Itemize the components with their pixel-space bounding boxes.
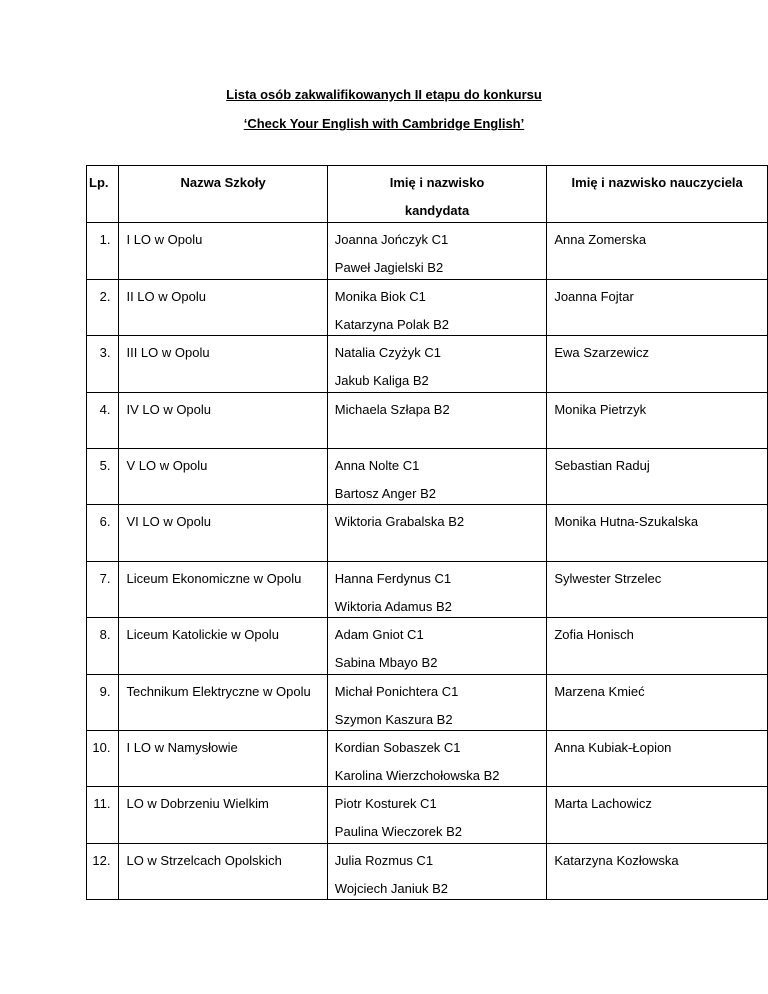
row-candidates bbox=[327, 731, 547, 787]
row-lp: 2. bbox=[87, 280, 119, 336]
candidate-name: Adam Gniot C1 bbox=[334, 627, 424, 642]
header-teacher: Imię i nazwisko nauczyciela bbox=[547, 166, 768, 223]
candidate-name: Michał Ponichtera C1 bbox=[334, 684, 459, 699]
table-row bbox=[87, 562, 768, 618]
table-row bbox=[87, 618, 768, 675]
candidate-name: Michaela Szłapa B2 bbox=[334, 402, 450, 417]
row-school: V LO w Opolu bbox=[119, 449, 327, 505]
row-teacher: Joanna Fojtar bbox=[547, 280, 768, 336]
row-lp: 6. bbox=[87, 505, 119, 562]
row-candidates bbox=[327, 336, 547, 393]
row-school: Liceum Katolickie w Opolu bbox=[119, 618, 327, 675]
candidate-name: Wiktoria Grabalska B2 bbox=[334, 514, 465, 529]
row-school: III LO w Opolu bbox=[119, 336, 327, 393]
document-title: Lista osób zakwalifikowanych II etapu do konkursu bbox=[226, 87, 542, 102]
candidate-name: Jakub Kaliga B2 bbox=[334, 373, 429, 388]
row-lp: 9. bbox=[87, 675, 119, 731]
header-lp: Lp. bbox=[87, 166, 119, 223]
row-school: Liceum Ekonomiczne w Opolu bbox=[119, 562, 327, 618]
candidate-name: Piotr Kosturek C1 bbox=[334, 796, 437, 811]
candidate-name: Sabina Mbayo B2 bbox=[334, 655, 438, 670]
table-row bbox=[87, 675, 768, 731]
row-teacher: Sebastian Raduj bbox=[547, 449, 768, 505]
row-teacher: Monika Hutna-Szukalska bbox=[547, 505, 768, 562]
table-row bbox=[87, 223, 768, 280]
row-candidates bbox=[327, 618, 547, 675]
candidate-name: Julia Rozmus C1 bbox=[334, 853, 434, 868]
table-row bbox=[87, 787, 768, 844]
table-row bbox=[87, 505, 768, 562]
candidate-name: Anna Nolte C1 bbox=[334, 458, 420, 473]
row-lp: 5. bbox=[87, 449, 119, 505]
row-teacher: Monika Pietrzyk bbox=[547, 393, 768, 449]
row-candidates bbox=[327, 844, 547, 900]
row-candidates bbox=[327, 449, 547, 505]
table-row bbox=[87, 449, 768, 505]
candidate-name: Joanna Jończyk C1 bbox=[334, 232, 449, 247]
candidate-name: Hanna Ferdynus C1 bbox=[334, 571, 452, 586]
row-candidates bbox=[327, 675, 547, 731]
candidate-name: Karolina Wierzchołowska B2 bbox=[334, 768, 500, 783]
qualified-table bbox=[86, 165, 768, 900]
table-body bbox=[87, 223, 768, 900]
row-lp: 4. bbox=[87, 393, 119, 449]
row-school: I LO w Namysłowie bbox=[119, 731, 327, 787]
row-teacher: Zofia Honisch bbox=[547, 618, 768, 675]
row-candidates bbox=[327, 505, 547, 562]
row-lp: 3. bbox=[87, 336, 119, 393]
row-school: LO w Strzelcach Opolskich bbox=[119, 844, 327, 900]
candidate-name: Paweł Jagielski B2 bbox=[334, 260, 444, 275]
table-row bbox=[87, 393, 768, 449]
row-teacher: Ewa Szarzewicz bbox=[547, 336, 768, 393]
table-row bbox=[87, 844, 768, 900]
row-candidates bbox=[327, 787, 547, 844]
row-lp: 12. bbox=[87, 844, 119, 900]
candidate-name: Wiktoria Adamus B2 bbox=[334, 599, 452, 614]
row-school: LO w Dobrzeniu Wielkim bbox=[119, 787, 327, 844]
candidate-name: Wojciech Janiuk B2 bbox=[334, 881, 449, 896]
candidate-name: Szymon Kaszura B2 bbox=[334, 712, 453, 727]
row-teacher: Sylwester Strzelec bbox=[547, 562, 768, 618]
row-school: IV LO w Opolu bbox=[119, 393, 327, 449]
row-lp: 8. bbox=[87, 618, 119, 675]
row-school: VI LO w Opolu bbox=[119, 505, 327, 562]
row-school: I LO w Opolu bbox=[119, 223, 327, 280]
row-teacher: Marta Lachowicz bbox=[547, 787, 768, 844]
row-school: Technikum Elektryczne w Opolu bbox=[119, 675, 327, 731]
header-school: Nazwa Szkoły bbox=[119, 166, 327, 223]
table-row bbox=[87, 336, 768, 393]
row-candidates bbox=[327, 223, 547, 280]
row-candidates bbox=[327, 562, 547, 618]
candidate-name: Katarzyna Polak B2 bbox=[334, 317, 449, 332]
row-lp: 7. bbox=[87, 562, 119, 618]
row-lp: 11. bbox=[87, 787, 119, 844]
row-school: II LO w Opolu bbox=[119, 280, 327, 336]
row-teacher: Anna Zomerska bbox=[547, 223, 768, 280]
candidate-name: Bartosz Anger B2 bbox=[334, 486, 436, 501]
row-teacher: Marzena Kmieć bbox=[547, 675, 768, 731]
row-teacher: Anna Kubiak-Łopion bbox=[547, 731, 768, 787]
table-row bbox=[87, 731, 768, 787]
contest-name: ‘Check Your English with Cambridge English’ bbox=[243, 116, 525, 131]
candidate-name: Kordian Sobaszek C1 bbox=[334, 740, 461, 755]
row-teacher: Katarzyna Kozłowska bbox=[547, 844, 768, 900]
header-candidate-line1: Imię i nazwisko bbox=[389, 175, 485, 190]
table-header-row bbox=[87, 166, 768, 223]
candidate-name: Natalia Czyżyk C1 bbox=[334, 345, 441, 360]
row-lp: 1. bbox=[87, 223, 119, 280]
header-candidate-line2: kandydata bbox=[404, 203, 470, 218]
header-candidate bbox=[327, 166, 547, 223]
candidate-name: Paulina Wieczorek B2 bbox=[334, 824, 462, 839]
table-row bbox=[87, 280, 768, 336]
row-candidates bbox=[327, 393, 547, 449]
row-lp: 10. bbox=[87, 731, 119, 787]
candidate-name: Monika Biok C1 bbox=[334, 289, 426, 304]
row-candidates bbox=[327, 280, 547, 336]
